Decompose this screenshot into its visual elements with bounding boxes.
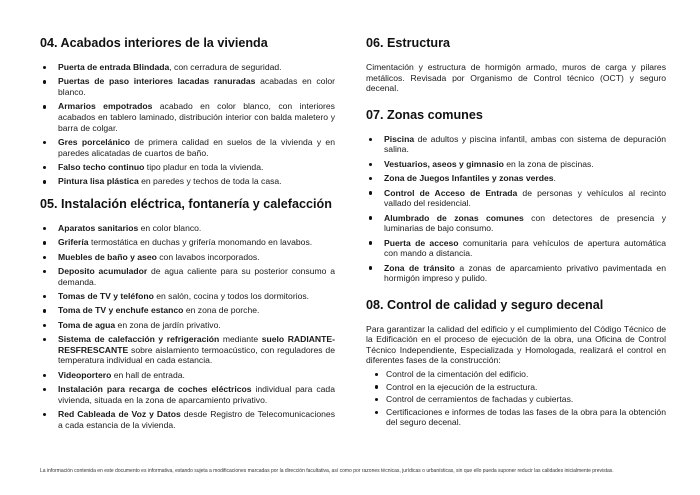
list-item [40,320,335,331]
item-text: termostática en duchas y grifería monomando en lavabos. [88,237,313,248]
section-06-text: Cimentación y estructura de hormigón armado, muros de carga y pilares metálicos. Revisada por Organismo de Control técnico (OCT) y seguro decenal. [366,62,666,94]
item-text: en la zona de piscinas. [503,158,594,169]
item-text: en color blanco. [138,222,202,233]
item-highlight: Toma de agua [58,319,116,330]
item-highlight: Gres porcelánico [58,136,131,147]
list-item [40,62,335,73]
item-text: a zonas de aparcamiento privativo pavimentada en hormigón impreso y pulido. [384,262,666,284]
bullet-icon [375,373,378,376]
item-text: sobre aislamiento termoacústico, con reguladores de temperatura individual en cada estancia. [58,344,335,366]
bullet-icon [43,227,46,230]
list-item [366,159,666,170]
item-highlight: Instalación para recarga de coches eléctricos [58,384,252,395]
list-item [366,173,666,184]
bullet-icon [43,388,46,391]
item-highlight: Zona de tránsito [384,262,455,273]
item-text: de primera calidad en suelos de la vivienda y en paredes alicatadas de cuartos de baño. [58,136,335,158]
item-text: en hall de entrada. [111,369,185,380]
list-item [40,223,335,234]
section-04-title: 04. Acabados interiores de la vivienda [40,36,268,50]
item-text: Certificaciones e informes de todas las fases de la obra para la obtención del seguro decenal. [386,406,666,428]
section-07-list [366,134,666,284]
bullet-icon [43,180,46,183]
left-column [40,36,335,440]
disclaimer-footnote: La información contenida en este documento es informativa, estando sujeta a modificaciones marcadas por la dirección facultativa, así como por razones técnicas, jurídicas o urbanísticas, sin que ello pueda suponer reducir las calidades inicialmente previstas. [40,468,614,474]
item-highlight: Aparatos sanitarios [58,222,139,233]
item-highlight: Armarios empotrados [58,101,153,112]
item-text: con lavabos incorporados. [156,251,260,262]
item-highlight: Piscina [384,133,415,144]
item-highlight: Puertas de paso interiores lacadas ranuradas [58,76,256,87]
bullet-icon [375,411,378,414]
item-text: de personas y vehículos al recinto vallado del residencial. [384,187,666,209]
bullet-icon [369,163,372,166]
item-text: acabado en color blanco, con interiores acabados en tablero laminado, distribución interior con balda maletero y barra de colgar. [58,101,335,133]
item-text: comunitaria para vehículos de apertura automática con mando a distancia. [384,237,666,259]
item-highlight: Tomas de TV y teléfono [58,291,154,302]
item-text: Control de la cimentación del edificio. [386,369,529,380]
item-highlight: Toma de TV y enchufe estanco [58,305,184,316]
bullet-icon [43,338,46,341]
right-column [366,36,666,430]
list-item [40,252,335,263]
item-text: desde Registro de Telecomunicaciones a cada estancia de la vivienda. [58,409,335,430]
bullet-icon [43,80,46,83]
bullet-icon [369,241,372,244]
item-highlight: Falso techo continuo [58,161,145,172]
item-text: acabadas en color blanco. [58,76,335,97]
item-text: Control de cerramientos de fachadas y cubiertas. [386,394,574,405]
list-item [40,384,335,405]
list-item [40,101,335,133]
bullet-icon [369,191,372,194]
list-item [40,162,335,173]
item-text: en zona de jardín privativo. [115,319,221,330]
bullet-icon [375,398,378,401]
item-highlight: Pintura lisa plástica [58,176,139,187]
item-highlight: Red Cableada de Voz y Datos [58,409,181,420]
list-item [374,382,666,393]
item-text: mediante [219,334,262,345]
item-text: Control en la ejecución de la estructura. [386,381,538,392]
bullet-icon [43,105,46,108]
item-highlight: suelo RADIANTE-RESFRESCANTE [58,334,335,355]
item-highlight: Muebles de baño y aseo [58,251,157,262]
list-item [40,76,335,97]
bullet-icon [43,141,46,144]
section-05-list [40,223,335,430]
bullet-icon [43,309,46,312]
section-08-title: 08. Control de calidad y seguro decenal [366,297,604,312]
bullet-icon [369,138,372,141]
item-text: , con cerradura de seguridad. [169,62,282,72]
list-item [40,137,335,158]
bullet-icon [369,216,372,219]
list-item [366,213,666,234]
item-text: individual para cada vivienda, situada en la zona de aparcamiento privativo. [58,384,335,405]
list-item [40,266,335,287]
bullet-icon [43,270,46,273]
section-08-text: Para garantizar la calidad del edificio y el cumplimiento del Código Técnico de la Edificación en el proceso de ejecución de la obra, una Oficina de Control Técnico Independiente, Especializada y Homologada, realizará el control en diferentes fases de la construcción: [366,323,666,366]
bullet-icon [375,385,378,388]
bullet-icon [43,166,46,169]
item-highlight: Videoportero [58,369,112,380]
item-highlight: Grifería [58,237,89,248]
item-highlight: Puerta de entrada Blindada [58,62,170,72]
bullet-icon [43,413,46,416]
item-highlight: Zona de Juegos Infantiles y zonas verdes [384,173,554,184]
list-item [40,237,335,248]
item-highlight: Puerta de acceso [384,237,459,248]
bullet-icon [43,374,46,377]
list-item [40,409,335,430]
item-highlight: Control de Acceso de Entrada [384,187,518,198]
item-text: de adultos y piscina infantil, ambas con sistema de depuración salina. [384,133,666,155]
list-item [40,305,335,316]
list-item [40,334,335,366]
item-text: en salón, cocina y todos los dormitorios. [153,291,310,302]
list-item [374,407,666,428]
list-item [40,291,335,302]
item-highlight: Vestuarios, aseos y gimnasio [384,158,504,169]
section-05-title: 05. Instalación eléctrica, fontanería y calefacción [40,196,332,211]
item-text: tipo pladur en toda la vivienda. [144,161,264,172]
item-text: en paredes y techos de toda la casa. [138,176,282,187]
item-text: . [553,173,556,184]
bullet-icon [369,266,372,269]
item-text: de agua caliente para su posterior consumo a demanda. [58,266,335,287]
section-08-list [374,369,666,428]
list-item [366,263,666,284]
list-item [40,176,335,187]
list-item [40,370,335,381]
item-highlight: Deposito acumulador [58,266,148,277]
list-item [374,369,666,380]
item-highlight: Alumbrado de zonas comunes [384,212,524,223]
section-04-list [40,62,335,187]
list-item [366,134,666,155]
bullet-icon [43,256,46,259]
item-text: con detectores de presencia y luminarias de bajo consumo. [384,212,666,234]
list-item [366,188,666,209]
bullet-icon [369,177,372,180]
bullet-icon [43,324,46,327]
section-06-title: 06. Estructura [366,36,450,50]
list-item [374,394,666,405]
list-item [366,238,666,259]
item-text: en zona de porche. [183,305,260,316]
bullet-icon [43,241,46,244]
bullet-icon [43,295,46,298]
section-07-title: 07. Zonas comunes [366,107,483,122]
bullet-icon [43,66,46,69]
item-highlight: Sistema de calefacción y refrigeración [58,334,220,345]
